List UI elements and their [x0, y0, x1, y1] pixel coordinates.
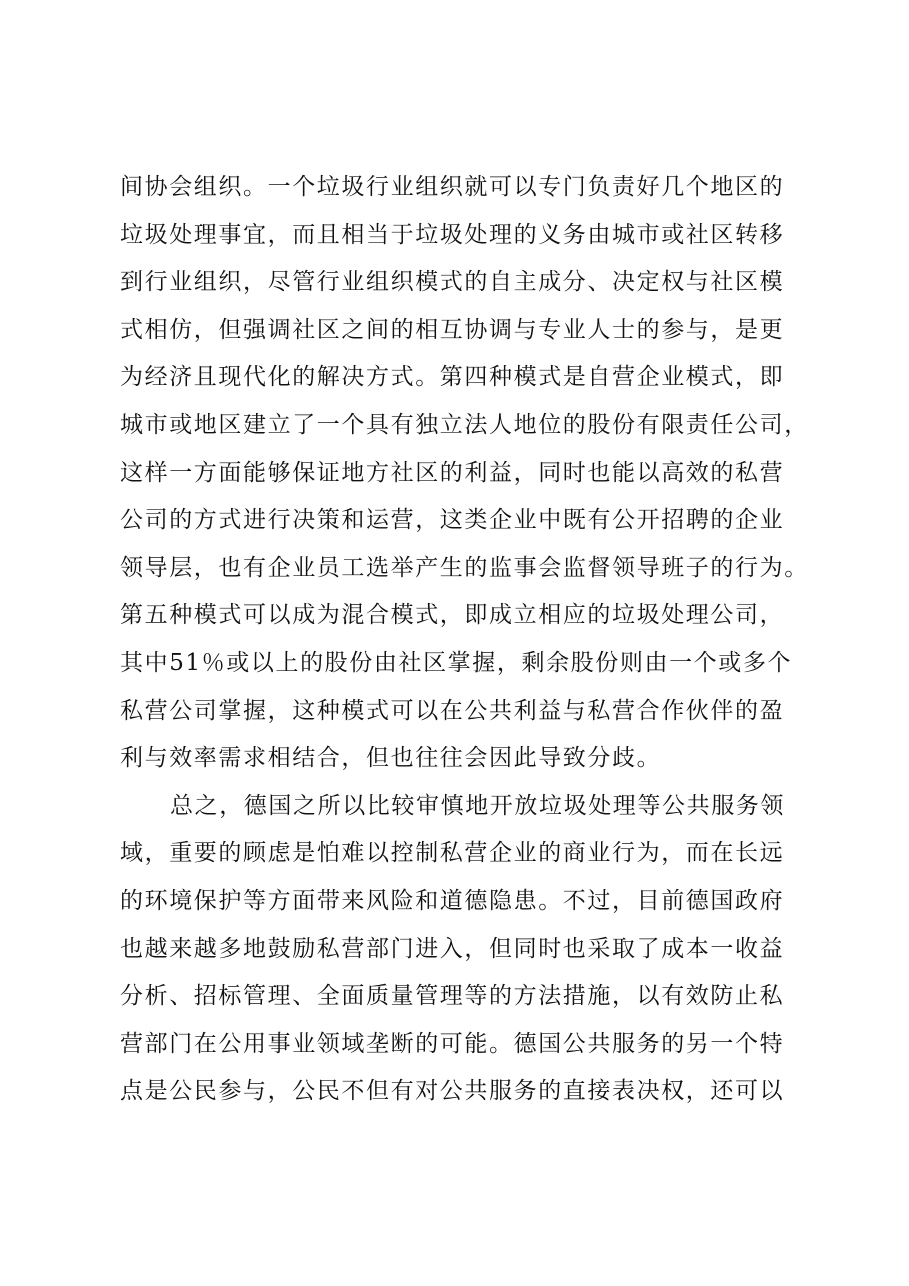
text-line: 城市或地区建立了一个具有独立法人地位的股份有限责任公司，	[120, 411, 809, 438]
text-line: 其中51％或以上的股份由社区掌握，剩余股份则由一个或多个	[120, 649, 793, 676]
text-line: 到行业组织，尽管行业组织模式的自主成分、决定权与社区模	[120, 269, 785, 296]
text-line: 营部门在公用事业领域垄断的可能。德国公共服务的另一个特	[120, 1030, 785, 1057]
text-line: 垃圾处理事宜，而且相当于垃圾处理的义务由城市或社区转移	[120, 221, 785, 248]
text-line: 私营公司掌握，这种模式可以在公共利益与私营合作伙伴的盈	[120, 697, 785, 724]
text-line: 利与效率需求相结合，但也往往会因此导致分歧。	[120, 745, 662, 772]
text-line: 领导层，也有企业员工选举产生的监事会监督领导班子的行为。	[120, 554, 809, 581]
text-line: 的环境保护等方面带来风险和道德隐患。不过，目前德国政府	[120, 887, 785, 914]
text-line: 公司的方式进行决策和运营，这类企业中既有公开招聘的企业	[120, 507, 785, 534]
text-line: 这样一方面能够保证地方社区的利益，同时也能以高效的私营	[120, 459, 785, 486]
text-line: 式相仿，但强调社区之间的相互协调与专业人士的参与，是更	[120, 316, 785, 343]
text-line: 第五种模式可以成为混合模式，即成立相应的垃圾处理公司，	[120, 602, 785, 629]
paragraph-first-line: 总之，德国之所以比较审慎地开放垃圾处理等公共服务领	[170, 792, 785, 819]
body-text	[120, 164, 820, 1116]
text-line: 域，重要的顾虑是怕难以控制私营企业的商业行为，而在长远	[120, 840, 785, 867]
text-line: 为经济且现代化的解决方式。第四种模式是自营企业模式，即	[120, 364, 785, 391]
text-line: 点是公民参与，公民不但有对公共服务的直接表决权，还可以	[120, 1078, 785, 1105]
text-line: 也越来越多地鼓励私营部门进入，但同时也采取了成本一收益	[120, 935, 785, 962]
text-line: 间协会组织。一个垃圾行业组织就可以专门负责好几个地区的	[120, 174, 785, 200]
text-line: 分析、招标管理、全面质量管理等的方法措施，以有效防止私	[120, 983, 785, 1010]
